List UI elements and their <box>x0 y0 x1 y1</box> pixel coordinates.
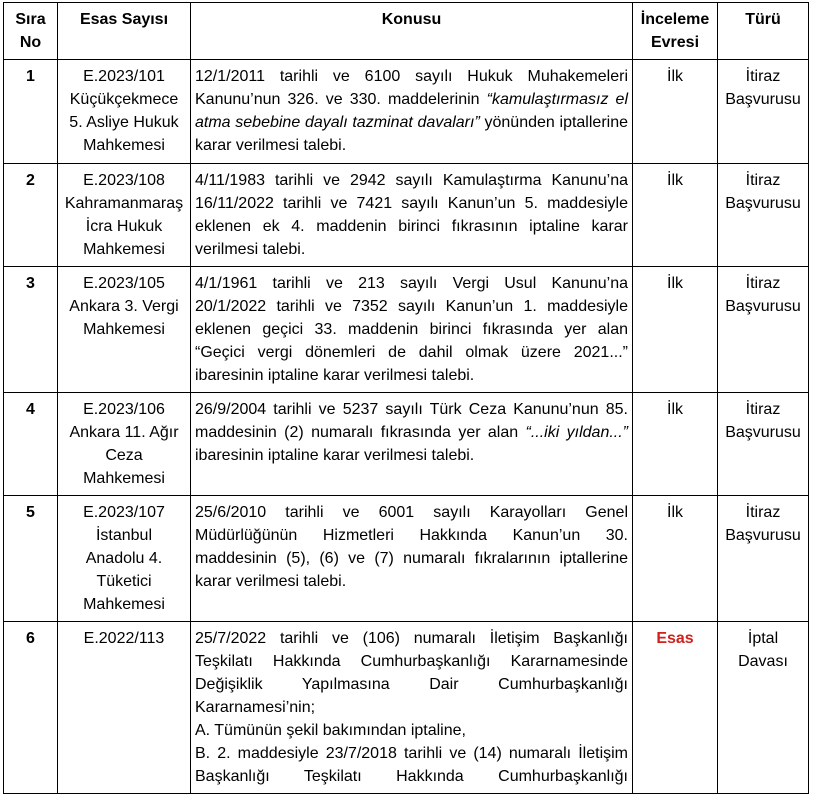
row-number: 1 <box>4 60 58 164</box>
header-esas-sayisi: Esas Sayısı <box>58 3 191 60</box>
esas-sayisi-cell: E.2023/107 İstanbul Anadolu 4. Tüketici Mahkemesi <box>58 496 191 622</box>
turu-cell: İtiraz Başvurusu <box>718 267 809 393</box>
header-sira-no: Sıra No <box>4 3 58 60</box>
header-inceleme-evresi: İnceleme Evresi <box>633 3 718 60</box>
inceleme-evresi-cell: İlk <box>633 164 718 267</box>
table-row <box>4 496 809 622</box>
konusu-cell: 4/1/1961 tarihli ve 213 sayılı Vergi Usul Kanunu’na 20/1/2022 tarihli ve 7352 sayılı Kanun’un 1. maddesiyle eklenen geçici 33. maddenin birinci fıkrasında yer alan “Geçici vergi dönemleri de dahil olmak üzere 2021...” ibaresinin iptaline karar verilmesi talebi. <box>191 267 633 393</box>
row-number: 2 <box>4 164 58 267</box>
konu-item-a: A. Tümünün şekil bakımından iptaline, <box>195 722 466 739</box>
header-turu: Türü <box>718 3 809 60</box>
turu-cell: İtiraz Başvurusu <box>718 164 809 267</box>
konu-item-b: B. 2. maddesiyle 23/7/2018 tarihli ve (14) numaralı İletişim Başkanlığı Teşkilatı Hakkında Cumhurbaşkanlığı <box>195 745 628 785</box>
inceleme-evresi-cell: İlk <box>633 267 718 393</box>
inceleme-evresi-cell: İlk <box>633 496 718 622</box>
esas-sayisi-cell: E.2023/106 Ankara 11. Ağır Ceza Mahkemesi <box>58 393 191 496</box>
esas-sayisi-cell: E.2023/105 Ankara 3. Vergi Mahkemesi <box>58 267 191 393</box>
esas-sayisi-cell: E.2023/101 Küçükçekmece 5. Asliye Hukuk Mahkemesi <box>58 60 191 164</box>
turu-cell: İptal Davası <box>718 622 809 794</box>
inceleme-evresi-cell: İlk <box>633 60 718 164</box>
quoted-phrase: “...iki yıldan...” <box>525 424 629 441</box>
header-konusu: Konusu <box>191 3 633 60</box>
turu-cell: İtiraz Başvurusu <box>718 393 809 496</box>
table-row <box>4 60 809 164</box>
konu-paragraph: 25/7/2022 tarihli ve (106) numaralı İletişim Başkanlığı Teşkilatı Hakkında Cumhurbaşkanlığı Kararnamesinde Değişiklik Yapılmasına Dair Cumhurbaşkanlığı Kararnamesi’nin; <box>195 630 628 716</box>
konusu-cell: 4/11/1983 tarihli ve 2942 sayılı Kamulaştırma Kanunu’na 16/11/2022 tarihli ve 7421 sayılı Kanun’un 5. maddesiyle eklenen ek 4. maddenin birinci fıkrasının iptaline karar verilmesi talebi. <box>191 164 633 267</box>
konusu-cell: 12/1/2011 tarihli ve 6100 sayılı Hukuk Muhakemeleri Kanunu’nun 326. ve 330. maddelerinin “kamulaştırmasız el atma sebebine dayalı tazminat davaları” yönünden iptallerine karar verilmesi talebi. <box>191 60 633 164</box>
row-number: 5 <box>4 496 58 622</box>
table-row <box>4 164 809 267</box>
row-number: 3 <box>4 267 58 393</box>
konusu-cell <box>191 622 633 794</box>
row-number: 4 <box>4 393 58 496</box>
konusu-cell: 25/6/2010 tarihli ve 6001 sayılı Karayolları Genel Müdürlüğünün Hizmetleri Hakkında Kanun’un 30. maddesinin (5), (6) ve (7) numaralı fıkralarının iptallerine karar verilmesi talebi. <box>191 496 633 622</box>
header-row <box>4 3 809 60</box>
turu-cell: İtiraz Başvurusu <box>718 60 809 164</box>
inceleme-evresi-cell: İlk <box>633 393 718 496</box>
esas-sayisi-cell: E.2022/113 <box>58 622 191 794</box>
konusu-cell: 26/9/2004 tarihli ve 5237 sayılı Türk Ceza Kanunu’nun 85. maddesinin (2) numaralı fıkrasında yer alan “...iki yıldan...” ibaresinin iptaline karar verilmesi talebi. <box>191 393 633 496</box>
turu-cell: İtiraz Başvurusu <box>718 496 809 622</box>
row-number: 6 <box>4 622 58 794</box>
inceleme-evresi-cell: Esas <box>633 622 718 794</box>
esas-sayisi-cell: E.2023/108 Kahramanmaraş İcra Hukuk Mahkemesi <box>58 164 191 267</box>
table-row <box>4 622 809 794</box>
table-row <box>4 393 809 496</box>
table-row <box>4 267 809 393</box>
cases-table <box>3 2 809 794</box>
quoted-phrase: “kamulaştırmasız el atma sebebine dayalı tazminat davaları” <box>195 91 628 131</box>
